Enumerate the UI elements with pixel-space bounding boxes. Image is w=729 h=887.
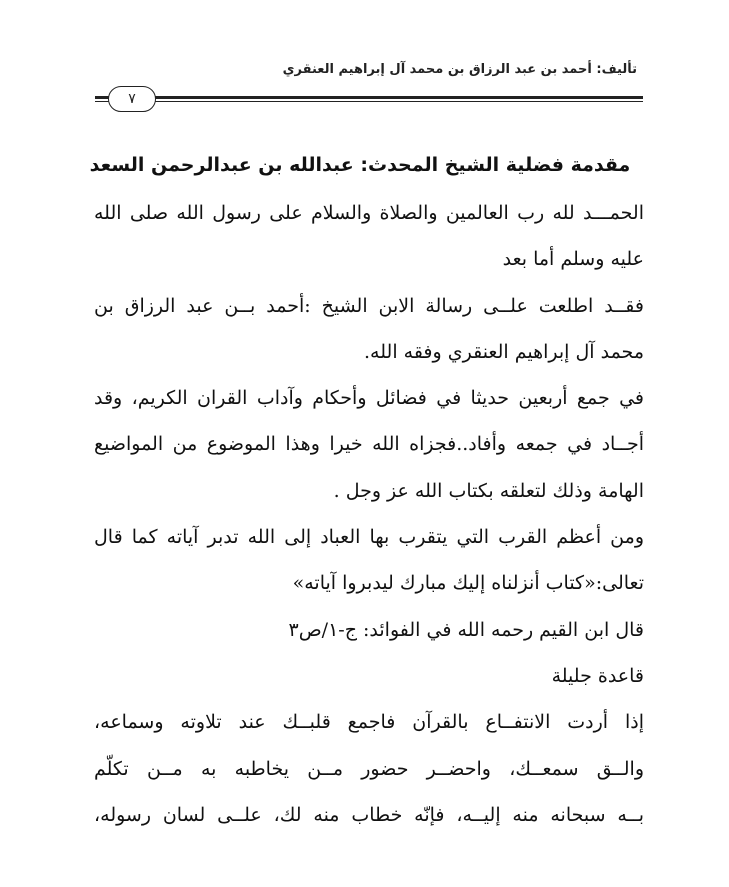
body-line: بــه سبحانه منه إليــه، فإنّه خطاب منه لك، علــى لسان رسوله، [94,803,644,826]
body-line: محمد آل إبراهيم العنقري وفقه الله. [364,340,644,363]
page-number-badge: ٧ [108,86,156,112]
running-header-author: تأليف: أحمد بن عبد الرزاق بن محمد آل إبراهيم العنقري [282,62,637,77]
body-line: تعالى:«كتاب أنزلناه إليك مبارك ليدبروا آياته» [292,572,644,595]
body-line: فقــد اطلعت علــى رسالة الابن الشيخ :أحمد بــن عبد الرزاق بن [94,294,644,317]
header-rule-thick [95,96,643,99]
body-line: الحمـــد لله رب العالمين والصلاة والسلام على رسول الله صلى الله [94,202,644,224]
body-line: قال ابن القيم رحمه الله في الفوائد: ج-١/ص٣ [288,618,644,641]
body-line: إذا أردت الانتفــاع بالقرآن فاجمع قلبــك عند تلاوته وسماعه، [94,711,644,734]
body-line: أجــاد في جمعه وأفاد..فجزاه الله خيرا وهذا الموضوع من المواضيع [94,433,644,456]
header-rule-thin [95,101,643,102]
body-line: في جمع أربعين حديثا في فضائل وأحكام وآداب القران الكريم، وقد [94,387,644,410]
body-text [94,190,644,838]
body-line: عليه وسلم أما بعد [502,248,644,271]
introduction-title: مقدمة فضلية الشيخ المحدث: عبدالله بن عبدالرحمن السعد [89,154,631,176]
body-line: ومن أعظم القرب التي يتقرب بها العباد إلى الله تدبر آياته كما قال [94,526,644,549]
body-line: الهامة وذلك لتعلقه بكتاب الله عز وجل . [333,479,644,502]
body-line: والــق سمعــك، واحضــر حضور مــن يخاطبه به مــن تكلّم [94,757,644,780]
body-line: قاعدة جليلة [551,664,644,687]
